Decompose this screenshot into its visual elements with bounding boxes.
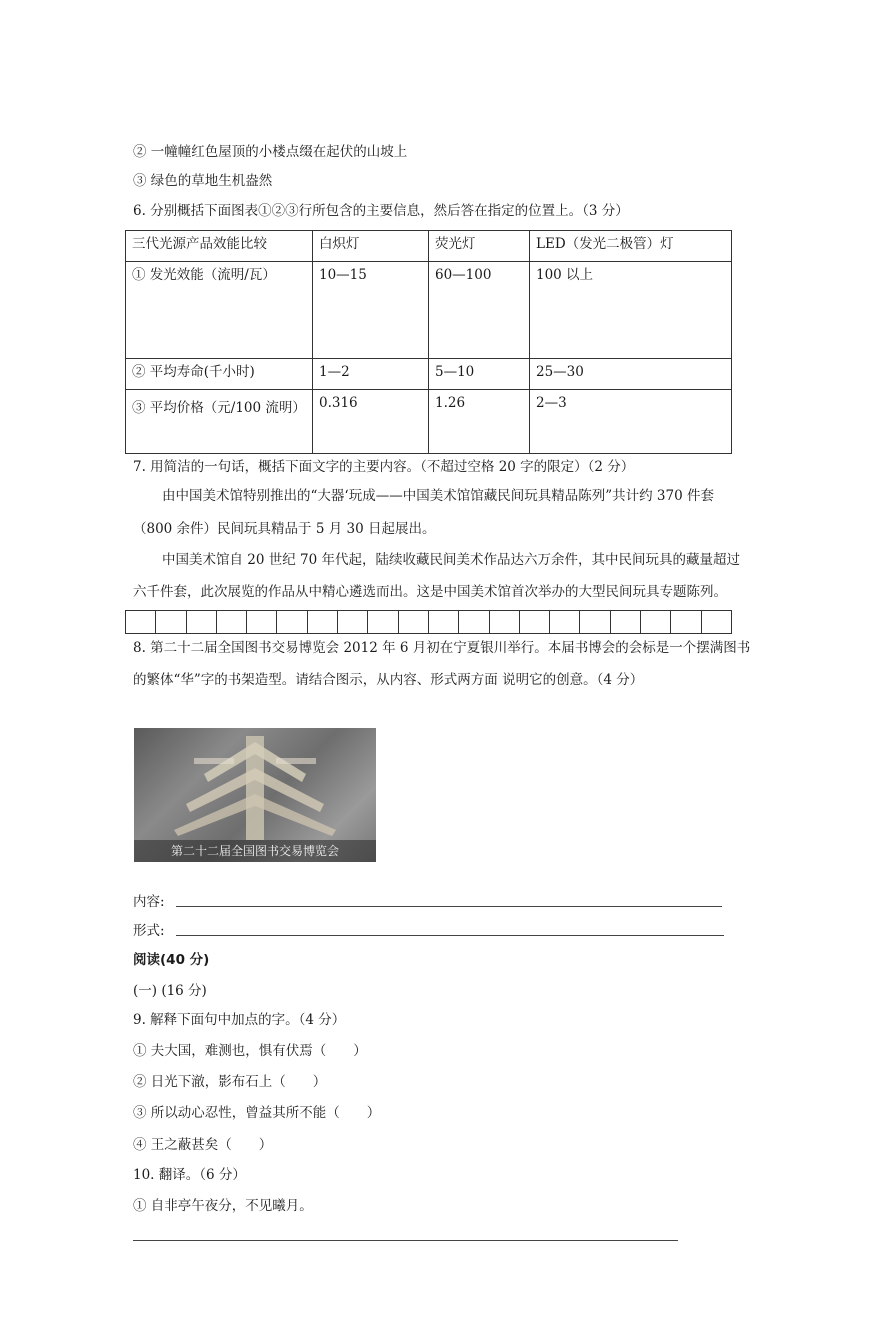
q9-item-3: ③ 所以动心忍性，曾益其所不能（ ） [133,1105,381,1121]
table-cell: 5—10 [429,359,530,390]
question-8-line-2: 的繁体“华”字的书架造型。请结合图示，从内容、形式两方面 说明它的创意。（4 分） [133,672,644,688]
table-row [126,262,732,359]
table-header-cell: 三代光源产品效能比较 [126,231,313,262]
book-fair-logo-photo [134,728,376,862]
question-7: 7. 用简洁的一句话，概括下面文字的主要内容。（不超过空格 20 字的限定）（2 分） [133,459,635,475]
answer-box[interactable] [277,610,307,634]
table-cell: 2—3 [530,390,732,454]
table-header-cell: 荧光灯 [429,231,530,262]
answer-box[interactable] [490,610,520,634]
table-header-cell: LED（发光二极管）灯 [530,231,732,262]
photo-caption: 第二十二届全国图书交易博览会 [134,840,376,862]
q9-item-2: ② 日光下澈，影布石上（ ） [133,1074,327,1090]
table-cell: 1.26 [429,390,530,454]
table-cell: ② 平均寿命(千小时) [126,359,313,390]
q10-answer-line[interactable] [133,1240,678,1241]
answer-box[interactable] [126,610,156,634]
form-answer-line[interactable] [176,935,724,936]
table-cell: ① 发光效能（流明/瓦） [126,262,313,359]
paragraph-1-line-2: （800 余件）民间玩具精品于 5 月 30 日起展出。 [133,521,436,537]
answer-box[interactable] [399,610,429,634]
q10-item-1: ① 自非亭午夜分，不见曦月。 [133,1198,313,1214]
form-label: 形式: [133,923,165,939]
reading-part-label: (一) (16 分) [133,983,207,999]
answer-box[interactable] [580,610,610,634]
line-item-2: ② 一幢幢红色屋顶的小楼点缀在起伏的山坡上 [133,144,408,160]
answer-box[interactable] [671,610,701,634]
answer-box[interactable] [217,610,247,634]
answer-box[interactable] [247,610,277,634]
question-10: 10. 翻译。（6 分） [133,1167,246,1183]
answer-box[interactable] [611,610,641,634]
answer-box[interactable] [459,610,489,634]
paragraph-2-line-1: 中国美术馆自 20 世纪 70 年代起，陆续收藏民间美术作品达六万余件，其中民间玩具的藏量超过 [162,552,741,568]
question-8-line-1: 8. 第二十二届全国图书交易博览会 2012 年 6 月初在宁夏银川举行。本届书博会的会标是一个摆满图书 [133,640,751,656]
answer-box[interactable] [641,610,671,634]
table-header-cell: 白炽灯 [313,231,429,262]
table-cell: 60—100 [429,262,530,359]
table-cell: 10—15 [313,262,429,359]
table-cell: 25—30 [530,359,732,390]
question-9: 9. 解释下面句中加点的字。（4 分） [133,1012,346,1028]
table-cell: ③ 平均价格（元/100 流明） [126,390,313,454]
line-item-3: ③ 绿色的草地生机盎然 [133,173,273,189]
table-header-row [126,231,732,262]
answer-box[interactable] [308,610,338,634]
answer-box[interactable] [520,610,550,634]
answer-box[interactable] [338,610,368,634]
answer-box[interactable] [156,610,186,634]
answer-grid[interactable] [125,610,732,634]
content-answer-line[interactable] [176,906,722,907]
answer-box[interactable] [429,610,459,634]
q9-item-4: ④ 王之蔽甚矣（ ） [133,1137,273,1153]
q9-item-1: ① 夫大国，难测也，惧有伏焉（ ） [133,1043,367,1059]
table-cell: 1—2 [313,359,429,390]
table-row [126,390,732,454]
table-cell: 100 以上 [530,262,732,359]
table-cell: 0.316 [313,390,429,454]
paragraph-1-line-1: 由中国美术馆特别推出的“大器‘玩成——中国美术馆馆藏民间玩具精品陈列”共计约 370 件套 [162,488,714,504]
comparison-table [125,230,732,454]
answer-box[interactable] [187,610,217,634]
paragraph-2-line-2: 六千件套，此次展览的作品从中精心遴选而出。这是中国美术馆首次举办的大型民间玩具专题陈列。 [133,584,727,600]
answer-box[interactable] [550,610,580,634]
reading-section-title: 阅读(40 分) [133,952,210,968]
answer-box[interactable] [368,610,398,634]
question-6: 6. 分别概括下面图表①②③行所包含的主要信息，然后答在指定的位置上。（3 分） [133,203,629,219]
answer-box[interactable] [702,610,732,634]
content-label: 内容: [133,894,165,910]
table-row [126,359,732,390]
